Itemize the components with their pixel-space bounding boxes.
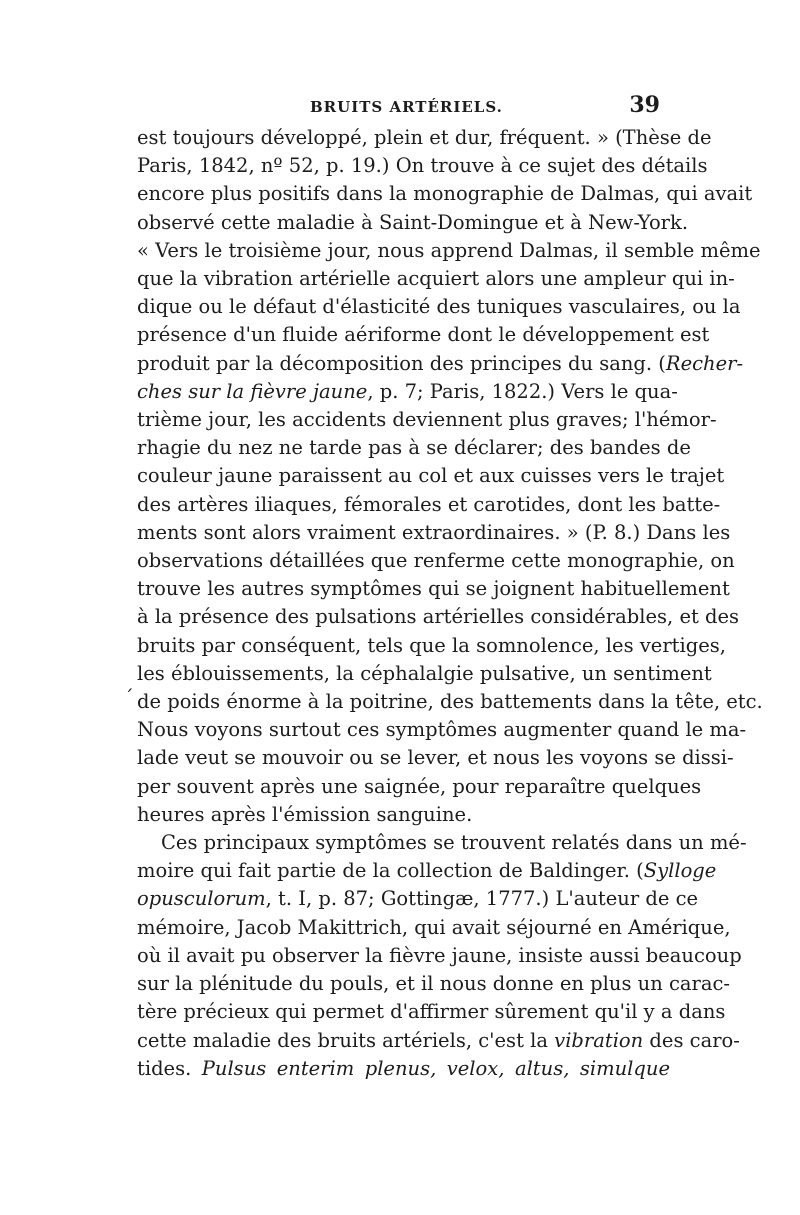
italic-run: Recher-: [665, 351, 744, 375]
text-line: que la vibration artérielle acquiert alors une ampleur qui in-: [137, 267, 735, 291]
text-line: rhagie du nez ne tarde pas à se déclarer; des bandes de: [137, 436, 691, 460]
italic-run: opusculorum: [137, 887, 266, 911]
text-run: , t. I, p. 87; Gottingæ, 1777.) L'auteur de ce: [265, 887, 699, 911]
text-line: des artères iliaques, fémorales et carotides, dont les batte-: [137, 492, 721, 516]
text-line: trième jour, les accidents deviennent plus graves; l'hémor-: [137, 408, 717, 432]
text-line: [137, 1055, 670, 1083]
italic-run: vibration: [554, 1028, 644, 1052]
text-line: heures après l'émission sanguine.: [137, 802, 473, 826]
text-line: où il avait pu observer la fièvre jaune, insiste aussi beaucoup: [137, 943, 742, 967]
text-run: cette maladie des bruits artériels, c'est la: [137, 1028, 555, 1052]
text-line: trouve les autres symptômes qui se joignent habituellement: [137, 577, 730, 601]
text-line: tère précieux qui permet d'affirmer sûrement qu'il y a dans: [137, 1000, 726, 1024]
text-line: « Vers le troisième jour, nous apprend Dalmas, il semble même: [137, 238, 761, 262]
text-line: [137, 350, 744, 378]
text-line: ments sont alors vraiment extraordinaires. » (P. 8.) Dans les: [137, 520, 731, 544]
italic-run: ches sur la fièvre jaune: [137, 379, 368, 403]
text-run: des caro-: [643, 1028, 740, 1052]
text-line: à la présence des pulsations artérielles considérables, et des: [137, 605, 740, 629]
italic-run: Sylloge: [643, 859, 717, 883]
text-line: dique ou le défaut d'élasticité des tuniques vasculaires, ou la: [137, 295, 741, 319]
text-run: moire qui fait partie de la collection de Baldinger. (: [137, 859, 644, 883]
text-line: Paris, 1842, nº 52, p. 19.) On trouve à ce sujet des détails: [137, 154, 708, 178]
running-title: BRUITS ARTÉRIELS.: [310, 98, 503, 116]
text-line: [137, 857, 717, 885]
text-line: lade veut se mouvoir ou se lever, et nous les voyons se dissi-: [137, 746, 734, 770]
body-text: [124, 124, 763, 1083]
text-line: présence d'un fluide aériforme dont le développement est: [137, 323, 710, 347]
text-line: couleur jaune paraissent au col et aux cuisses vers le trajet: [137, 464, 725, 488]
text-line: [137, 885, 699, 913]
page-number: 39: [629, 92, 660, 118]
text-line: est toujours développé, plein et dur, fréquent. » (Thèse de: [137, 126, 712, 149]
text-run: tides.: [137, 1056, 202, 1080]
text-line: sur la plénitude du pouls, et il nous donne en plus un carac-: [137, 972, 730, 996]
text-line: per souvent après une saignée, pour reparaître quelques: [137, 774, 702, 798]
text-line: bruits par conséquent, tels que la somnolence, les vertiges,: [137, 633, 726, 657]
text-line: observé cette maladie à Saint-Domingue et à New-York.: [137, 210, 689, 234]
text-line: observations détaillées que renferme cette monographie, on: [137, 549, 735, 573]
text-line: encore plus positifs dans la monographie de Dalmas, qui avait: [137, 182, 753, 206]
text-line: mémoire, Jacob Makittrich, qui avait séjourné en Amérique,: [137, 915, 731, 939]
text-line: Ces principaux symptômes se trouvent relatés dans un mé-: [161, 831, 747, 855]
text-line: les éblouissements, la céphalalgie pulsative, un sentiment: [137, 661, 712, 685]
text-line: [124, 686, 763, 716]
text-line: [137, 378, 678, 406]
italic-run: Pulsus enterim plenus, velox, altus, simulque: [201, 1056, 670, 1080]
text-run: de poids énorme à la poitrine, des battements dans la tête, etc.: [137, 690, 763, 714]
text-line: [137, 1027, 740, 1055]
text-run: produit par la décomposition des principes du sang. (: [137, 351, 666, 375]
text-run: , p. 7; Paris, 1822.) Vers le qua-: [367, 379, 678, 403]
running-head: [130, 92, 660, 122]
text-line: Nous voyons surtout ces symptômes augmenter quand le ma-: [137, 718, 747, 742]
margin-mark: ´: [124, 686, 134, 710]
